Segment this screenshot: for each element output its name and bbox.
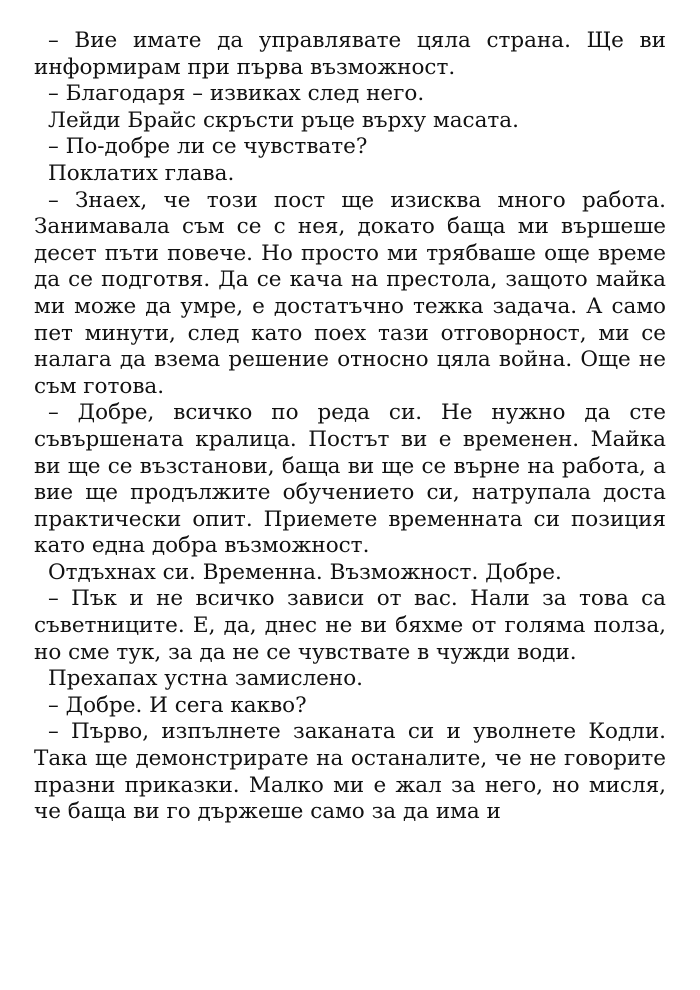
paragraph: – Вие имате да управлявате цяла страна. Ще ви информирам при първа възможност. <box>34 28 666 80</box>
paragraph: – Пък и не всичко зависи от вас. Нали за това са съветниците. Е, да, днес не ви бяхме от голяма полза, но сме тук, за да не се чувствате в чужди води. <box>34 586 666 665</box>
paragraph: – По-добре ли се чувствате? <box>48 134 368 160</box>
paragraph: – Благодаря – извиках след него. <box>48 81 425 107</box>
paragraph: – Знаех, че този пост ще изисква много работа. Занимавала съм се с нея, докато баща ми вършеше десет пъти повече. Но просто ми трябваше още време да се подготвя. Да се кача на престола, защото майка ми може да умре, е достатъчно тежка задача. А само пет минути, след като поех тази отговорност, ми се налага да взема решение относно цяла война. Още не съм готова. <box>34 187 666 399</box>
paragraph: – Добре, всичко по реда си. Не нужно да сте съвършената кралица. Постът ви е временен. Майка ви ще се възстанови, баща ви ще се върне на работа, а вие ще продължите обучението си, натрупала доста практически опит. Приемете временната си позиция като една добра възможност. <box>34 400 666 559</box>
paragraph: Отдъхнах си. Временна. Възможност. Добре. <box>48 559 562 585</box>
paragraph: Поклатих глава. <box>48 160 235 186</box>
paragraph: – Добре. И сега какво? <box>48 692 307 718</box>
paragraph: Лейди Брайс скръсти ръце върху масата. <box>48 107 519 133</box>
paragraph: – Първо, изпълнете заканата си и уволнете Кодли. Така ще демонстрирате на останалите, че не говорите празни приказки. Малко ми е жал за него, но мисля, че баща ви го държеше само за да има и <box>34 719 666 825</box>
paragraph: Прехапах устна замислено. <box>48 666 363 692</box>
